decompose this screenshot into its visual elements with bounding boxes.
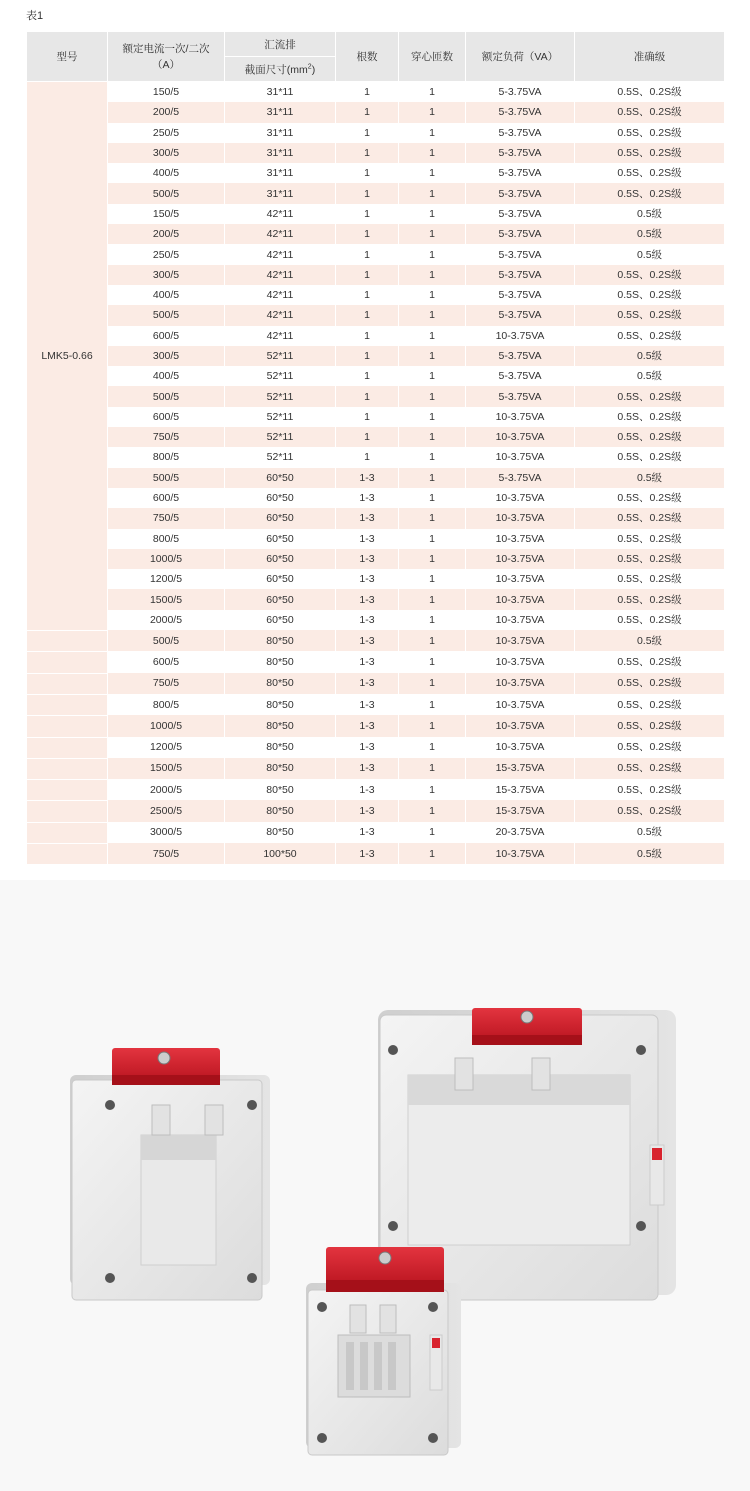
burden-cell: 10-3.75VA (466, 326, 574, 346)
busbar-size-cell: 42*11 (225, 326, 335, 346)
busbar-size-cell: 60*50 (225, 569, 335, 589)
table-row (27, 265, 724, 285)
rated-current-cell: 400/5 (108, 366, 224, 386)
burden-cell: 5-3.75VA (466, 285, 574, 305)
table-row (27, 488, 724, 508)
busbar-size-cell: 100*50 (225, 843, 335, 864)
busbar-size-cell: 42*11 (225, 204, 335, 224)
rated-current-cell: 400/5 (108, 163, 224, 183)
roots-cell: 1-3 (336, 737, 398, 758)
table-row (27, 758, 724, 779)
turns-cell: 1 (399, 407, 465, 427)
accuracy-cell: 0.5S、0.2S级 (575, 447, 724, 467)
busbar-size-cell: 80*50 (225, 673, 335, 694)
header-rated-current (108, 32, 224, 82)
current-transformer-illustration (0, 880, 750, 1491)
model-cell-empty (27, 694, 107, 715)
roots-cell: 1 (336, 285, 398, 305)
header-busbar: 汇流排 (225, 32, 335, 57)
rated-current-cell: 800/5 (108, 447, 224, 467)
header-busbar-section: 截面尺寸$(mm^2)$ (225, 57, 335, 82)
roots-cell: 1 (336, 346, 398, 366)
turns-cell: 1 (399, 163, 465, 183)
rated-current-cell: 1500/5 (108, 758, 224, 779)
burden-cell: 5-3.75VA (466, 163, 574, 183)
burden-cell: 10-3.75VA (466, 843, 574, 864)
table-row (27, 630, 724, 651)
accuracy-cell: 0.5级 (575, 244, 724, 264)
model-cell-empty (27, 651, 107, 672)
burden-cell: 10-3.75VA (466, 549, 574, 569)
table-row (27, 183, 724, 203)
accuracy-cell: 0.5S、0.2S级 (575, 508, 724, 528)
rated-current-cell: 1000/5 (108, 549, 224, 569)
header-rated-current-text: 额定电流一次/二次 （A） (122, 42, 210, 71)
header-accuracy: 准确级 (575, 32, 724, 82)
model-cell: LMK5-0.66 (27, 82, 107, 630)
busbar-size-cell: 52*11 (225, 407, 335, 427)
roots-cell: 1 (336, 204, 398, 224)
roots-cell: 1-3 (336, 549, 398, 569)
table-row (27, 715, 724, 736)
roots-cell: 1-3 (336, 569, 398, 589)
accuracy-cell: 0.5S、0.2S级 (575, 82, 724, 102)
rated-current-cell: 750/5 (108, 508, 224, 528)
rated-current-cell: 800/5 (108, 529, 224, 549)
busbar-size-cell: 80*50 (225, 800, 335, 821)
accuracy-cell: 0.5S、0.2S级 (575, 123, 724, 143)
rated-current-cell: 500/5 (108, 468, 224, 488)
roots-cell: 1 (336, 102, 398, 122)
table-row (27, 569, 724, 589)
roots-cell: 1 (336, 326, 398, 346)
burden-cell: 5-3.75VA (466, 204, 574, 224)
busbar-size-cell: 60*50 (225, 549, 335, 569)
burden-cell: 10-3.75VA (466, 589, 574, 609)
table-row (27, 843, 724, 864)
busbar-size-cell: 31*11 (225, 123, 335, 143)
turns-cell: 1 (399, 265, 465, 285)
accuracy-cell: 0.5级 (575, 366, 724, 386)
burden-cell: 10-3.75VA (466, 737, 574, 758)
burden-cell: 5-3.75VA (466, 265, 574, 285)
burden-cell: 15-3.75VA (466, 779, 574, 800)
table-row (27, 386, 724, 406)
turns-cell: 1 (399, 82, 465, 102)
model-cell-empty (27, 758, 107, 779)
busbar-size-cell: 60*50 (225, 508, 335, 528)
burden-cell: 5-3.75VA (466, 143, 574, 163)
rated-current-cell: 500/5 (108, 305, 224, 325)
turns-cell: 1 (399, 800, 465, 821)
accuracy-cell: 0.5S、0.2S级 (575, 386, 724, 406)
model-cell-empty (27, 800, 107, 821)
accuracy-cell: 0.5级 (575, 468, 724, 488)
model-cell-empty (27, 673, 107, 694)
burden-cell: 5-3.75VA (466, 468, 574, 488)
burden-cell: 10-3.75VA (466, 630, 574, 651)
busbar-size-cell: 80*50 (225, 779, 335, 800)
busbar-size-cell: 80*50 (225, 630, 335, 651)
rated-current-cell: 500/5 (108, 630, 224, 651)
roots-cell: 1 (336, 407, 398, 427)
burden-cell: 5-3.75VA (466, 183, 574, 203)
model-cell-empty (27, 843, 107, 864)
burden-cell: 20-3.75VA (466, 822, 574, 843)
accuracy-cell: 0.5S、0.2S级 (575, 715, 724, 736)
turns-cell: 1 (399, 822, 465, 843)
busbar-size-cell: 60*50 (225, 589, 335, 609)
turns-cell: 1 (399, 427, 465, 447)
rated-current-cell: 150/5 (108, 204, 224, 224)
accuracy-cell: 0.5S、0.2S级 (575, 143, 724, 163)
rated-current-cell: 750/5 (108, 843, 224, 864)
table-row (27, 407, 724, 427)
roots-cell: 1 (336, 265, 398, 285)
table-row (27, 800, 724, 821)
transformer-left (70, 1048, 270, 1300)
busbar-size-cell: 52*11 (225, 346, 335, 366)
table-row (27, 508, 724, 528)
accuracy-cell: 0.5S、0.2S级 (575, 427, 724, 447)
rated-current-cell: 400/5 (108, 285, 224, 305)
roots-cell: 1 (336, 143, 398, 163)
busbar-size-cell: 52*11 (225, 366, 335, 386)
roots-cell: 1-3 (336, 589, 398, 609)
rated-current-cell: 750/5 (108, 673, 224, 694)
busbar-size-cell: 60*50 (225, 529, 335, 549)
busbar-size-cell: 60*50 (225, 488, 335, 508)
busbar-size-cell: 80*50 (225, 822, 335, 843)
burden-cell: 5-3.75VA (466, 82, 574, 102)
roots-cell: 1-3 (336, 822, 398, 843)
rated-current-cell: 1500/5 (108, 589, 224, 609)
header-roots: 根数 (336, 32, 398, 82)
table-row (27, 285, 724, 305)
burden-cell: 10-3.75VA (466, 447, 574, 467)
busbar-size-cell: 80*50 (225, 737, 335, 758)
roots-cell: 1-3 (336, 843, 398, 864)
rated-current-cell: 200/5 (108, 224, 224, 244)
accuracy-cell: 0.5S、0.2S级 (575, 326, 724, 346)
accuracy-cell: 0.5级 (575, 630, 724, 651)
accuracy-cell: 0.5S、0.2S级 (575, 102, 724, 122)
rated-current-cell: 2000/5 (108, 779, 224, 800)
table-row (27, 163, 724, 183)
burden-cell: 10-3.75VA (466, 651, 574, 672)
turns-cell: 1 (399, 843, 465, 864)
table-row (27, 529, 724, 549)
turns-cell: 1 (399, 651, 465, 672)
turns-cell: 1 (399, 326, 465, 346)
roots-cell: 1 (336, 163, 398, 183)
specification-table (26, 32, 725, 864)
header-model: 型号 (27, 32, 107, 82)
burden-cell: 10-3.75VA (466, 569, 574, 589)
table-caption: 表1 (26, 10, 44, 22)
accuracy-cell: 0.5S、0.2S级 (575, 758, 724, 779)
roots-cell: 1-3 (336, 758, 398, 779)
busbar-size-cell: 31*11 (225, 102, 335, 122)
rated-current-cell: 2000/5 (108, 610, 224, 630)
model-cell-empty (27, 779, 107, 800)
burden-cell: 10-3.75VA (466, 508, 574, 528)
busbar-size-cell: 60*50 (225, 610, 335, 630)
accuracy-cell: 0.5S、0.2S级 (575, 163, 724, 183)
accuracy-cell: 0.5S、0.2S级 (575, 183, 724, 203)
roots-cell: 1 (336, 427, 398, 447)
busbar-size-cell: 52*11 (225, 447, 335, 467)
rated-current-cell: 1200/5 (108, 737, 224, 758)
turns-cell: 1 (399, 673, 465, 694)
turns-cell: 1 (399, 244, 465, 264)
busbar-size-cell: 42*11 (225, 244, 335, 264)
table-row (27, 224, 724, 244)
accuracy-cell: 0.5S、0.2S级 (575, 488, 724, 508)
turns-cell: 1 (399, 715, 465, 736)
rated-current-cell: 750/5 (108, 427, 224, 447)
roots-cell: 1-3 (336, 630, 398, 651)
busbar-size-cell: 31*11 (225, 143, 335, 163)
rated-current-cell: 500/5 (108, 386, 224, 406)
turns-cell: 1 (399, 569, 465, 589)
table-row (27, 549, 724, 569)
burden-cell: 10-3.75VA (466, 673, 574, 694)
rated-current-cell: 250/5 (108, 244, 224, 264)
table-body (27, 82, 724, 864)
roots-cell: 1-3 (336, 488, 398, 508)
busbar-size-cell: 80*50 (225, 651, 335, 672)
busbar-size-cell: 31*11 (225, 82, 335, 102)
accuracy-cell: 0.5S、0.2S级 (575, 673, 724, 694)
busbar-size-cell: 31*11 (225, 163, 335, 183)
busbar-size-cell: 60*50 (225, 468, 335, 488)
accuracy-cell: 0.5S、0.2S级 (575, 651, 724, 672)
burden-cell: 10-3.75VA (466, 694, 574, 715)
burden-cell: 10-3.75VA (466, 407, 574, 427)
busbar-size-cell: 80*50 (225, 758, 335, 779)
accuracy-cell: 0.5S、0.2S级 (575, 779, 724, 800)
turns-cell: 1 (399, 630, 465, 651)
busbar-size-cell: 42*11 (225, 285, 335, 305)
rated-current-cell: 250/5 (108, 123, 224, 143)
rated-current-cell: 1200/5 (108, 569, 224, 589)
turns-cell: 1 (399, 143, 465, 163)
turns-cell: 1 (399, 610, 465, 630)
accuracy-cell: 0.5级 (575, 346, 724, 366)
roots-cell: 1-3 (336, 610, 398, 630)
roots-cell: 1 (336, 224, 398, 244)
roots-cell: 1-3 (336, 673, 398, 694)
roots-cell: 1 (336, 183, 398, 203)
model-cell-empty (27, 715, 107, 736)
burden-cell: 10-3.75VA (466, 715, 574, 736)
roots-cell: 1-3 (336, 468, 398, 488)
turns-cell: 1 (399, 508, 465, 528)
roots-cell: 1-3 (336, 800, 398, 821)
rated-current-cell: 200/5 (108, 102, 224, 122)
table-row (27, 427, 724, 447)
table-row (27, 610, 724, 630)
burden-cell: 15-3.75VA (466, 758, 574, 779)
turns-cell: 1 (399, 758, 465, 779)
roots-cell: 1-3 (336, 529, 398, 549)
table-row (27, 366, 724, 386)
roots-cell: 1 (336, 123, 398, 143)
model-cell-empty (27, 630, 107, 651)
burden-cell: 5-3.75VA (466, 123, 574, 143)
turns-cell: 1 (399, 183, 465, 203)
turns-cell: 1 (399, 737, 465, 758)
rated-current-cell: 600/5 (108, 651, 224, 672)
turns-cell: 1 (399, 366, 465, 386)
table-row (27, 694, 724, 715)
rated-current-cell: 300/5 (108, 346, 224, 366)
busbar-size-cell: 80*50 (225, 715, 335, 736)
burden-cell: 5-3.75VA (466, 224, 574, 244)
busbar-size-cell: 52*11 (225, 427, 335, 447)
table-row (27, 737, 724, 758)
busbar-size-cell: 42*11 (225, 224, 335, 244)
accuracy-cell: 0.5S、0.2S级 (575, 285, 724, 305)
table-row (27, 651, 724, 672)
header-turns: 穿心匝数 (399, 32, 465, 82)
table-row (27, 326, 724, 346)
busbar-size-cell: 42*11 (225, 265, 335, 285)
busbar-size-cell: 42*11 (225, 305, 335, 325)
rated-current-cell: 1000/5 (108, 715, 224, 736)
turns-cell: 1 (399, 305, 465, 325)
turns-cell: 1 (399, 488, 465, 508)
transformer-front (306, 1247, 461, 1455)
roots-cell: 1 (336, 366, 398, 386)
accuracy-cell: 0.5S、0.2S级 (575, 305, 724, 325)
accuracy-cell: 0.5级 (575, 843, 724, 864)
rated-current-cell: 600/5 (108, 326, 224, 346)
burden-cell: 10-3.75VA (466, 427, 574, 447)
accuracy-cell: 0.5S、0.2S级 (575, 589, 724, 609)
turns-cell: 1 (399, 468, 465, 488)
table-row (27, 305, 724, 325)
turns-cell: 1 (399, 224, 465, 244)
table-row (27, 123, 724, 143)
turns-cell: 1 (399, 589, 465, 609)
rated-current-cell: 600/5 (108, 407, 224, 427)
table-row (27, 204, 724, 224)
table-row (27, 779, 724, 800)
accuracy-cell: 0.5S、0.2S级 (575, 737, 724, 758)
table-row (27, 468, 724, 488)
table-row (27, 346, 724, 366)
model-cell-empty (27, 822, 107, 843)
roots-cell: 1 (336, 82, 398, 102)
accuracy-cell: 0.5S、0.2S级 (575, 407, 724, 427)
table-row (27, 673, 724, 694)
busbar-size-cell: 80*50 (225, 694, 335, 715)
accuracy-cell: 0.5S、0.2S级 (575, 529, 724, 549)
turns-cell: 1 (399, 285, 465, 305)
accuracy-cell: 0.5级 (575, 822, 724, 843)
table-row (27, 102, 724, 122)
roots-cell: 1-3 (336, 715, 398, 736)
accuracy-cell: 0.5S、0.2S级 (575, 800, 724, 821)
burden-cell: 5-3.75VA (466, 346, 574, 366)
turns-cell: 1 (399, 123, 465, 143)
rated-current-cell: 150/5 (108, 82, 224, 102)
turns-cell: 1 (399, 549, 465, 569)
roots-cell: 1-3 (336, 651, 398, 672)
busbar-size-cell: 31*11 (225, 183, 335, 203)
busbar-size-cell: 52*11 (225, 386, 335, 406)
burden-cell: 5-3.75VA (466, 102, 574, 122)
roots-cell: 1 (336, 447, 398, 467)
table-row (27, 82, 724, 102)
table-row (27, 244, 724, 264)
accuracy-cell: 0.5S、0.2S级 (575, 610, 724, 630)
table-row (27, 589, 724, 609)
roots-cell: 1 (336, 305, 398, 325)
roots-cell: 1-3 (336, 694, 398, 715)
rated-current-cell: 300/5 (108, 265, 224, 285)
accuracy-cell: 0.5S、0.2S级 (575, 265, 724, 285)
turns-cell: 1 (399, 204, 465, 224)
rated-current-cell: 800/5 (108, 694, 224, 715)
roots-cell: 1-3 (336, 508, 398, 528)
turns-cell: 1 (399, 779, 465, 800)
accuracy-cell: 0.5级 (575, 224, 724, 244)
table-row (27, 822, 724, 843)
accuracy-cell: 0.5S、0.2S级 (575, 569, 724, 589)
rated-current-cell: 600/5 (108, 488, 224, 508)
burden-cell: 5-3.75VA (466, 366, 574, 386)
model-cell-empty (27, 737, 107, 758)
turns-cell: 1 (399, 346, 465, 366)
burden-cell: 10-3.75VA (466, 488, 574, 508)
burden-cell: 15-3.75VA (466, 800, 574, 821)
turns-cell: 1 (399, 694, 465, 715)
rated-current-cell: 300/5 (108, 143, 224, 163)
burden-cell: 5-3.75VA (466, 305, 574, 325)
turns-cell: 1 (399, 447, 465, 467)
roots-cell: 1-3 (336, 779, 398, 800)
turns-cell: 1 (399, 529, 465, 549)
accuracy-cell: 0.5级 (575, 204, 724, 224)
rated-current-cell: 2500/5 (108, 800, 224, 821)
table-row (27, 447, 724, 467)
rated-current-cell: 3000/5 (108, 822, 224, 843)
burden-cell: 10-3.75VA (466, 529, 574, 549)
turns-cell: 1 (399, 102, 465, 122)
header-burden: 额定负荷（VA） (466, 32, 574, 82)
roots-cell: 1 (336, 244, 398, 264)
burden-cell: 10-3.75VA (466, 610, 574, 630)
accuracy-cell: 0.5S、0.2S级 (575, 549, 724, 569)
turns-cell: 1 (399, 386, 465, 406)
burden-cell: 5-3.75VA (466, 244, 574, 264)
product-photo (0, 880, 750, 1491)
roots-cell: 1 (336, 386, 398, 406)
accuracy-cell: 0.5S、0.2S级 (575, 694, 724, 715)
table-row (27, 143, 724, 163)
burden-cell: 5-3.75VA (466, 386, 574, 406)
rated-current-cell: 500/5 (108, 183, 224, 203)
